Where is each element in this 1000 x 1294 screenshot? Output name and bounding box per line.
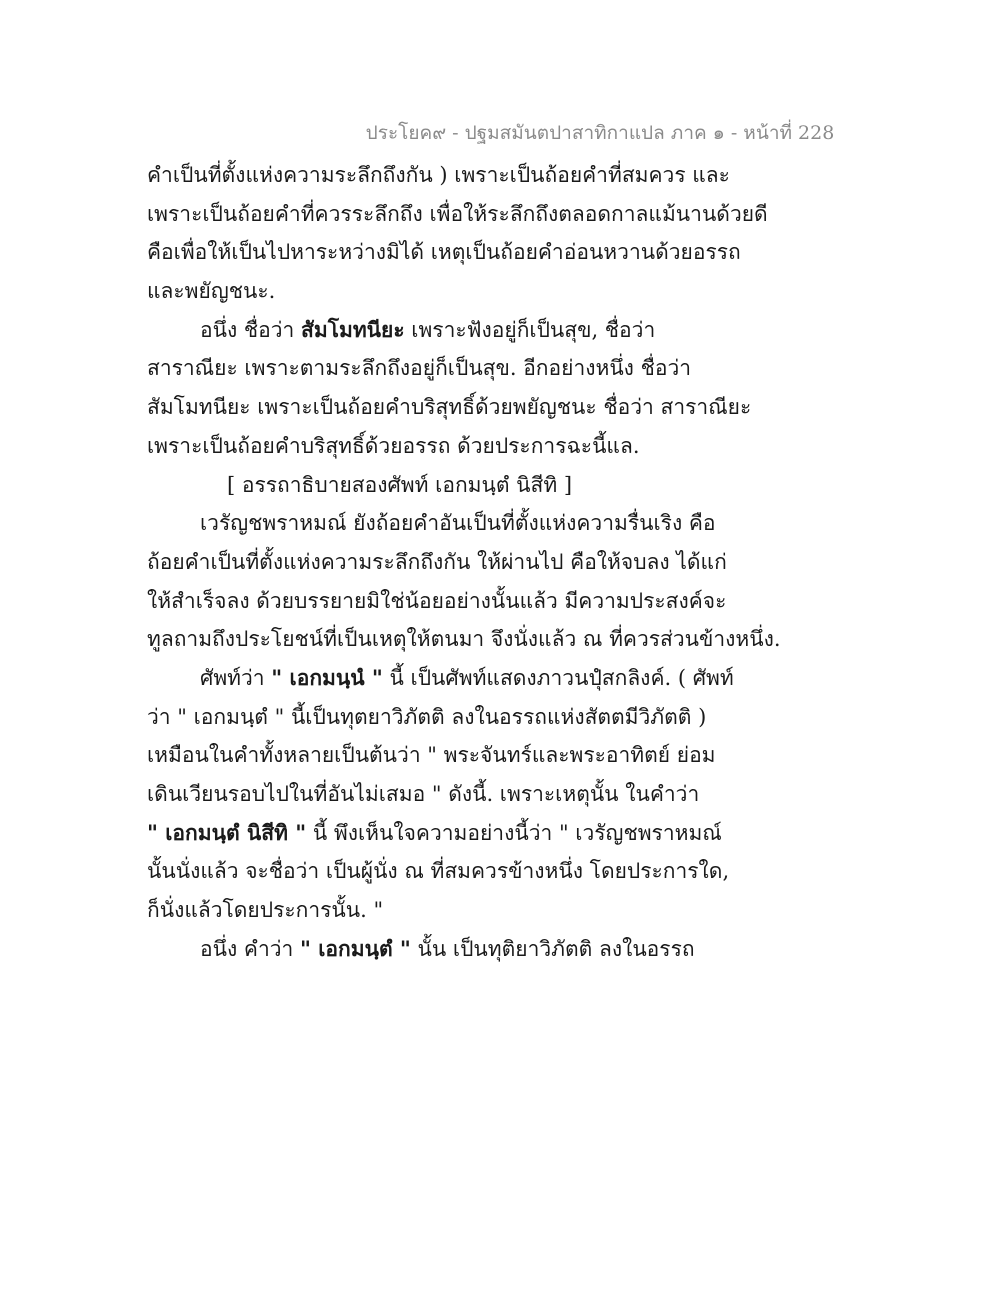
text-line: คำเป็นที่ตั้งแห่งความระลึกถึงกัน ) เพราะเป็นถ้อยคำที่สมควร และ [147,163,730,187]
text-run: อนึ่ง ชื่อว่า [200,317,302,342]
bold-term: " เอกมนฺตํ " [300,935,411,961]
text-line: เวรัญชพราหมณ์ ยังถ้อยคำอันเป็นที่ตั้งแห่งความรื่นเริง คือ [200,511,716,536]
text-line: สัมโมทนียะ เพราะเป็นถ้อยคำบริสุทธิ์ด้วยพยัญชนะ ชื่อว่า สาราณียะ [147,395,752,420]
text-run: นี้ เป็นศัพท์แสดงภาวนปุํสกลิงค์. ( ศัพท์ [382,665,734,690]
text-line: คือเพื่อให้เป็นไปหาระหว่างมิได้ เหตุเป็นถ้อยคำอ่อนหวานด้วยอรรถ [147,240,741,265]
running-header: ประโยค๙ - ปฐมสมันตปาสาทิกาแปล ภาค ๑ - หน้าที่ 228 [365,122,835,144]
text-line: ถ้อยคำเป็นที่ตั้งแห่งความระลึกถึงกัน ให้ผ่านไป คือให้จบลง ได้แก่ [147,549,727,574]
text-line: นั้นนั่งแล้ว จะชื่อว่า เป็นผู้นั่ง ณ ที่สมควรข้างหนึ่ง โดยประการใด, [147,859,730,884]
text-line: ก็นั่งแล้วโดยประการนั้น. " [147,898,384,923]
text-line: สาราณียะ เพราะตามระลึกถึงอยู่ก็เป็นสุข. อีกอย่างหนึ่ง ชื่อว่า [147,356,692,381]
text-run: นั้น เป็นทุติยาวิภัตติ ลงในอรรถ [410,936,695,961]
body-text [147,156,867,968]
text-line [147,311,867,350]
text-run: เพราะฟังอยู่ก็เป็นสุข, ชื่อว่า [404,317,656,342]
bold-term: สัมโมทนียะ [301,316,405,342]
text-line: เพราะเป็นถ้อยคำบริสุทธิ์ด้วยอรรถ ด้วยประการฉะนี้แล. [147,433,640,458]
text-run: นี้ พึงเห็นใจความอย่างนี้ว่า " เวรัญชพราหมณ์ [306,820,722,845]
text-line: เหมือนในคำทั้งหลายเป็นต้นว่า " พระจันทร์และพระอาทิตย์ ย่อม [147,743,716,768]
text-line [147,814,867,853]
bold-term: " เอกมนฺนํ " [271,664,383,690]
bold-term: " เอกมนฺตํ นิสีทิ " [147,819,307,845]
text-line: ให้สำเร็จลง ด้วยบรรยายมิใช่น้อยอย่างนั้นแล้ว มีความประสงค์จะ [147,588,727,613]
section-heading: [ อรรถาธิบายสองศัพท์ เอกมนฺตํ นิสีทิ ] [227,472,573,497]
text-line: และพยัญชนะ. [147,279,276,304]
text-line: เดินเวียนรอบไปในที่อันไม่เสมอ " ดังนี้. เพราะเหตุนั้น ในคำว่า [147,782,700,806]
text-run: อนึ่ง คำว่า [200,936,300,961]
text-line: ทูลถามถึงประโยชน์ที่เป็นเหตุให้ตนมา จึงนั่งแล้ว ณ ที่ควรส่วนข้างหนึ่ง. [147,627,781,652]
text-run: ศัพท์ว่า [200,665,272,690]
text-line [147,930,867,969]
text-line: เพราะเป็นถ้อยคำที่ควรระลึกถึง เพื่อให้ระลึกถึงตลอดกาลแม้นานด้วยดี [147,201,768,226]
text-line [147,659,867,698]
text-line: ว่า " เอกมนฺตํ " นี้เป็นทุตยาวิภัตติ ลงในอรรถแห่งสัตตมีวิภัตติ ) [147,704,707,729]
